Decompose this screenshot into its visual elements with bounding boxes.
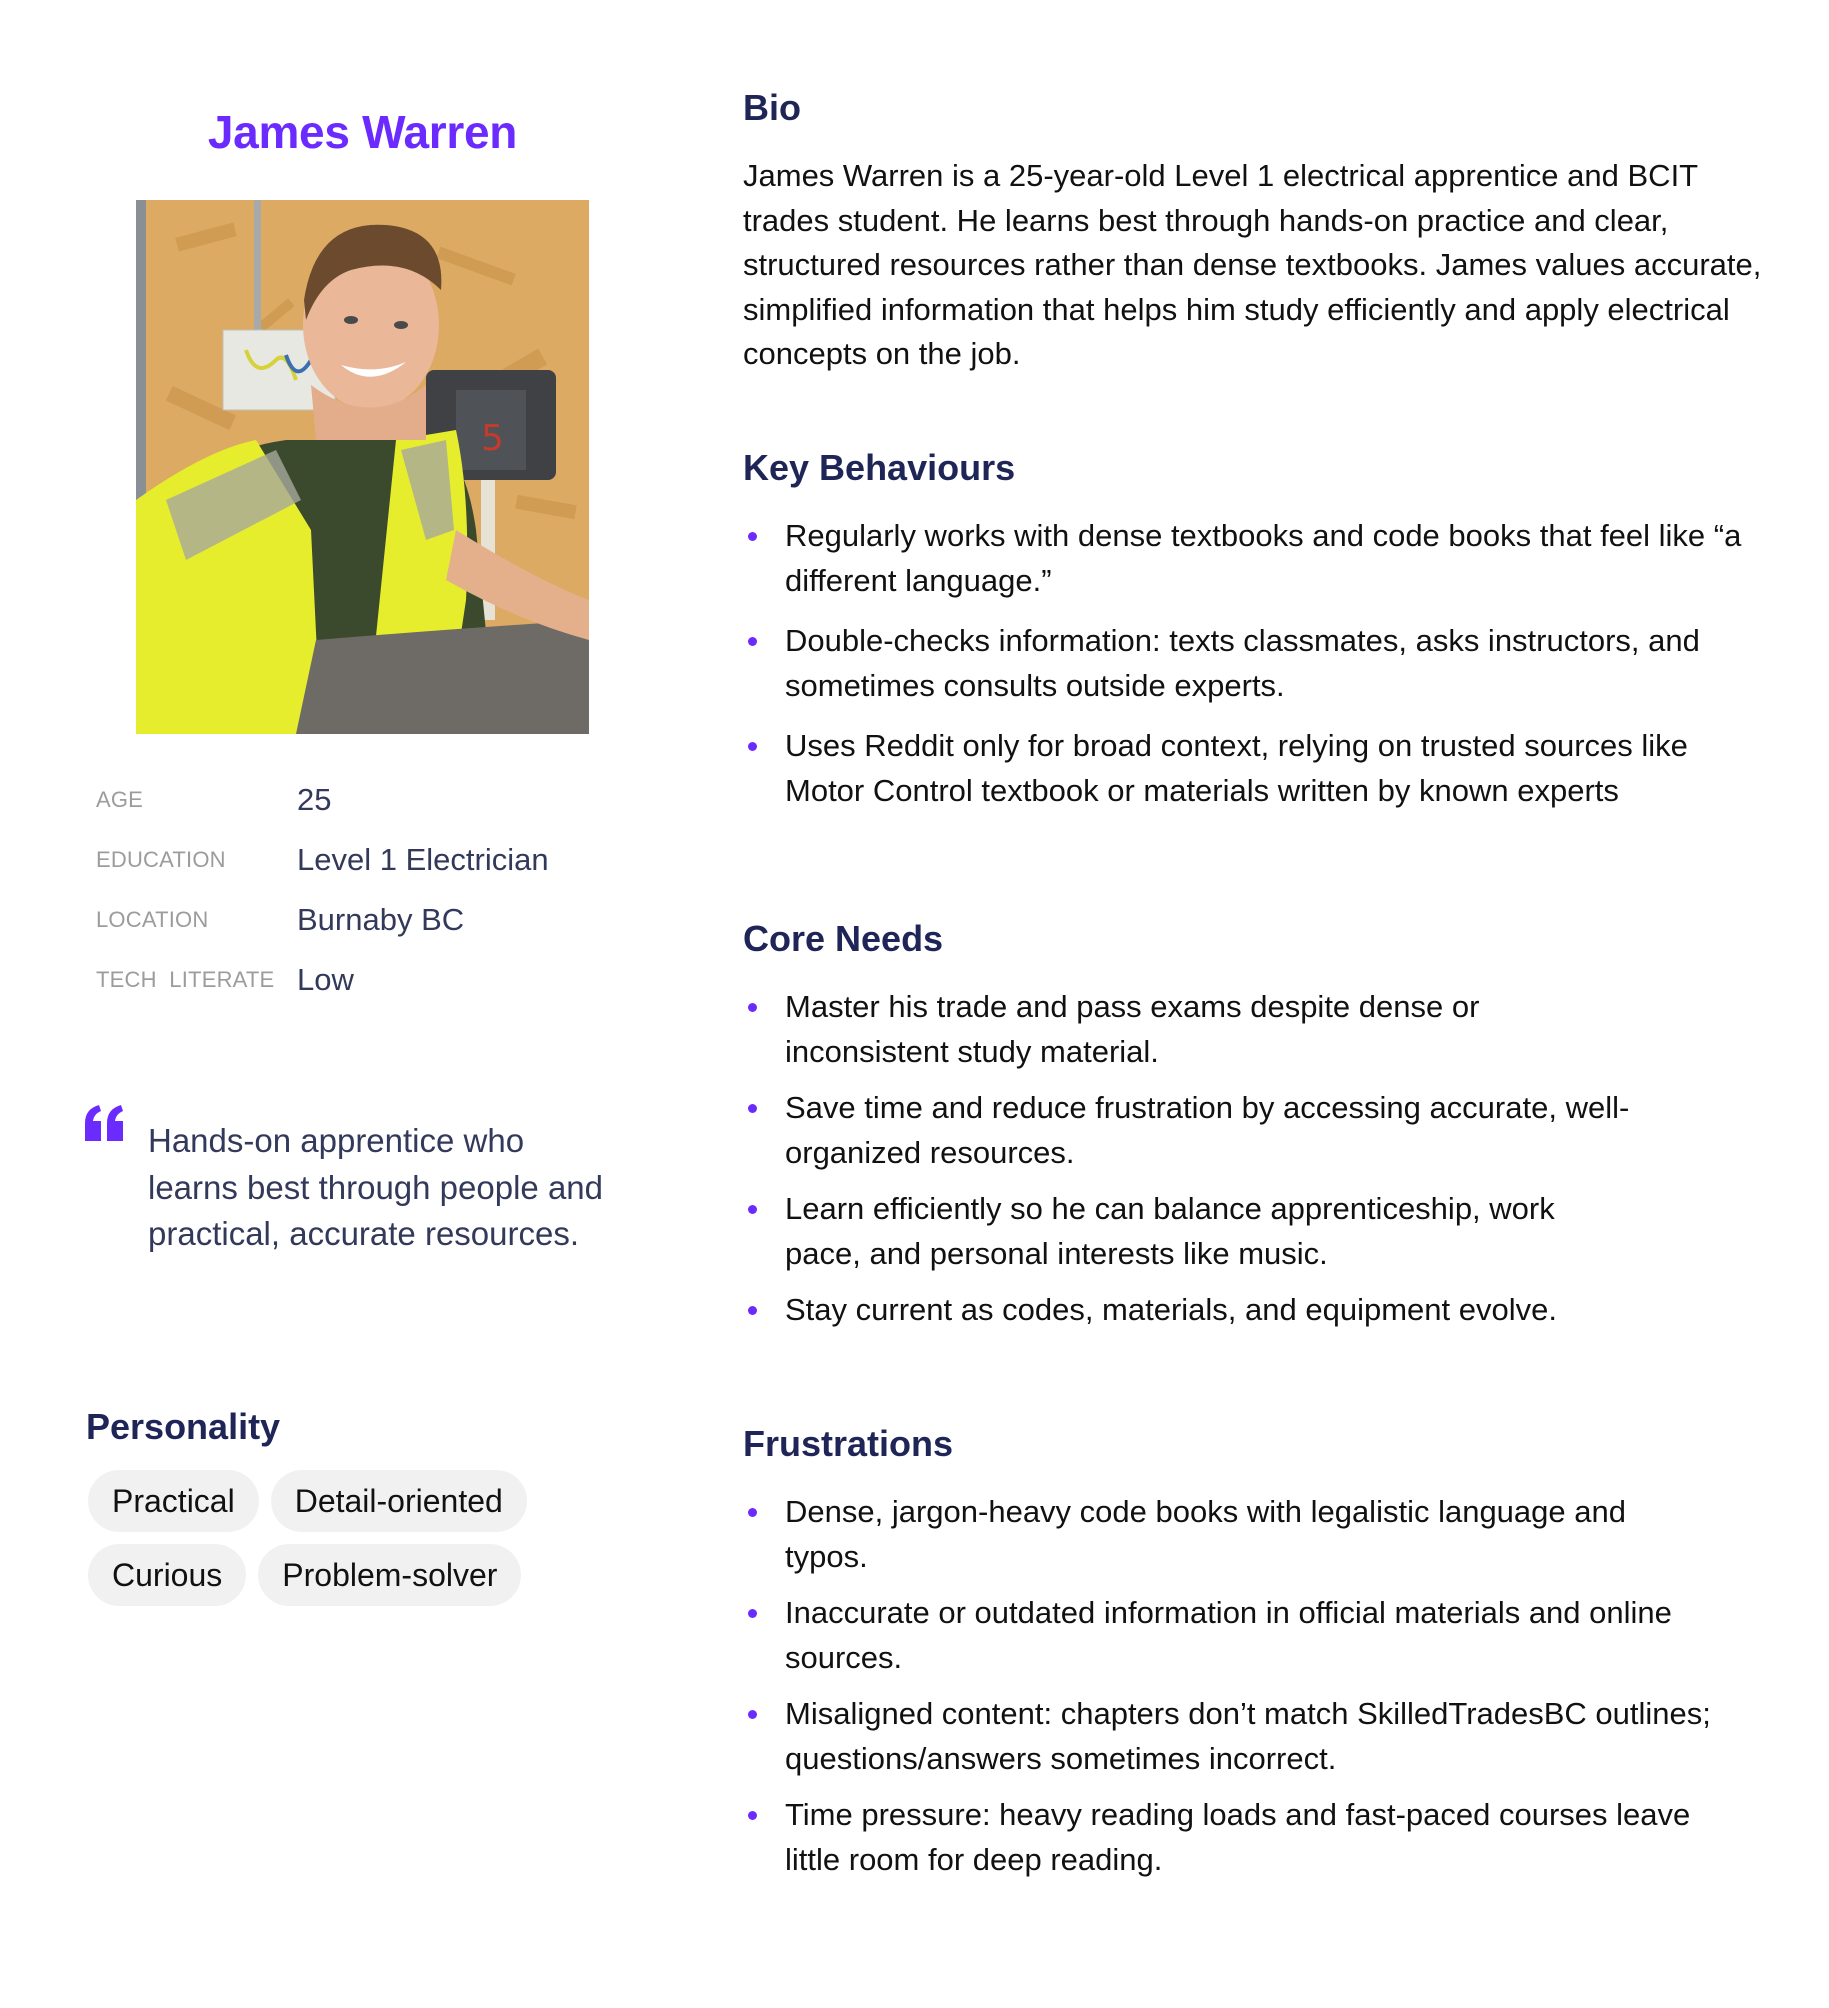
frustrations-heading: Frustrations (743, 1423, 954, 1464)
bullet-icon (748, 1609, 757, 1618)
personality-traits (88, 1470, 628, 1606)
bio-text: James Warren is a 25-year-old Level 1 electrical apprentice and BCIT trades student. He learns best through hands-on practice and clear, structured resources rather than dense textbooks. James values accurate, simplified information that helps him study efficiently and apply electrical concepts on the job. (743, 158, 1762, 371)
list-item-text: Uses Reddit only for broad context, relying on trusted sources like Motor Control textbook or materials written by known experts (785, 728, 1688, 808)
detail-row-age (96, 770, 616, 830)
list-item-text: Learn efficiently so he can balance apprenticeship, work pace, and personal interests like music. (785, 1191, 1555, 1271)
quote-text: Hands-on apprentice who learns best through people and practical, accurate resources. (148, 1122, 604, 1252)
bullet-icon (748, 1306, 757, 1315)
list-item (743, 985, 1633, 1074)
core-needs-heading: Core Needs (743, 918, 944, 959)
trait-chip: Detail-oriented (271, 1470, 527, 1532)
detail-row-location (96, 890, 616, 950)
list-item (743, 1490, 1713, 1579)
key-behaviours-list (743, 514, 1763, 813)
list-item-text: Save time and reduce frustration by accessing accurate, well-organized resources. (785, 1090, 1630, 1170)
bullet-icon (748, 1508, 757, 1517)
persona-details (96, 770, 616, 1010)
bio-section (743, 86, 1788, 377)
list-item (743, 1086, 1633, 1175)
list-item (743, 1288, 1633, 1333)
trait-chip: Curious (88, 1544, 246, 1606)
list-item-text: Master his trade and pass exams despite dense or inconsistent study material. (785, 989, 1480, 1069)
personality-heading: Personality (86, 1406, 281, 1447)
list-item-text: Stay current as codes, materials, and equipment evolve. (785, 1292, 1557, 1327)
detail-row-education (96, 830, 616, 890)
detail-label: AGE (96, 787, 144, 812)
detail-value: Burnaby BC (297, 902, 465, 937)
list-item (743, 1591, 1713, 1680)
list-item-text: Misaligned content: chapters don’t match SkilledTradesBC outlines; questions/answers sometimes incorrect. (785, 1696, 1711, 1776)
persona-photo-illustration (136, 200, 589, 734)
bullet-icon (748, 742, 757, 751)
bullet-icon (748, 1104, 757, 1113)
list-item (743, 724, 1763, 813)
list-item (743, 1187, 1633, 1276)
detail-value: Low (297, 962, 354, 997)
bullet-icon (748, 1205, 757, 1214)
persona-name: James Warren (207, 106, 518, 158)
quote-icon (85, 1105, 125, 1141)
list-item (743, 1692, 1713, 1781)
bullet-icon (748, 1710, 757, 1719)
core-needs-list (743, 985, 1633, 1333)
core-needs-section (743, 917, 1633, 1345)
bullet-icon (748, 1811, 757, 1820)
persona-photo (136, 200, 589, 734)
list-item (743, 514, 1763, 603)
detail-label: TECH LITERATE (96, 967, 275, 992)
list-item (743, 619, 1763, 708)
bio-heading: Bio (743, 87, 801, 128)
detail-label: LOCATION (96, 907, 209, 932)
frustrations-section (743, 1422, 1713, 1894)
list-item-text: Double-checks information: texts classmates, asks instructors, and sometimes consults outside experts. (785, 623, 1700, 703)
svg-text:5: 5 (481, 418, 504, 459)
detail-value: 25 (297, 782, 332, 817)
frustrations-list (743, 1490, 1713, 1882)
list-item-text: Time pressure: heavy reading loads and fast-paced courses leave little room for deep reading. (785, 1797, 1691, 1877)
list-item-text: Regularly works with dense textbooks and code books that feel like “a different language.” (785, 518, 1742, 598)
list-item-text: Inaccurate or outdated information in official materials and online sources. (785, 1595, 1672, 1675)
list-item-text: Dense, jargon-heavy code books with legalistic language and typos. (785, 1494, 1626, 1574)
trait-chip: Problem-solver (258, 1544, 521, 1606)
key-behaviours-heading: Key Behaviours (743, 447, 1016, 488)
detail-label: EDUCATION (96, 847, 226, 872)
bullet-icon (748, 532, 757, 541)
bullet-icon (748, 637, 757, 646)
detail-row-tech-literate (96, 950, 616, 1010)
trait-chip: Practical (88, 1470, 259, 1532)
key-behaviours-section (743, 446, 1763, 829)
list-item (743, 1793, 1713, 1882)
detail-value: Level 1 Electrician (297, 842, 549, 877)
bullet-icon (748, 1003, 757, 1012)
